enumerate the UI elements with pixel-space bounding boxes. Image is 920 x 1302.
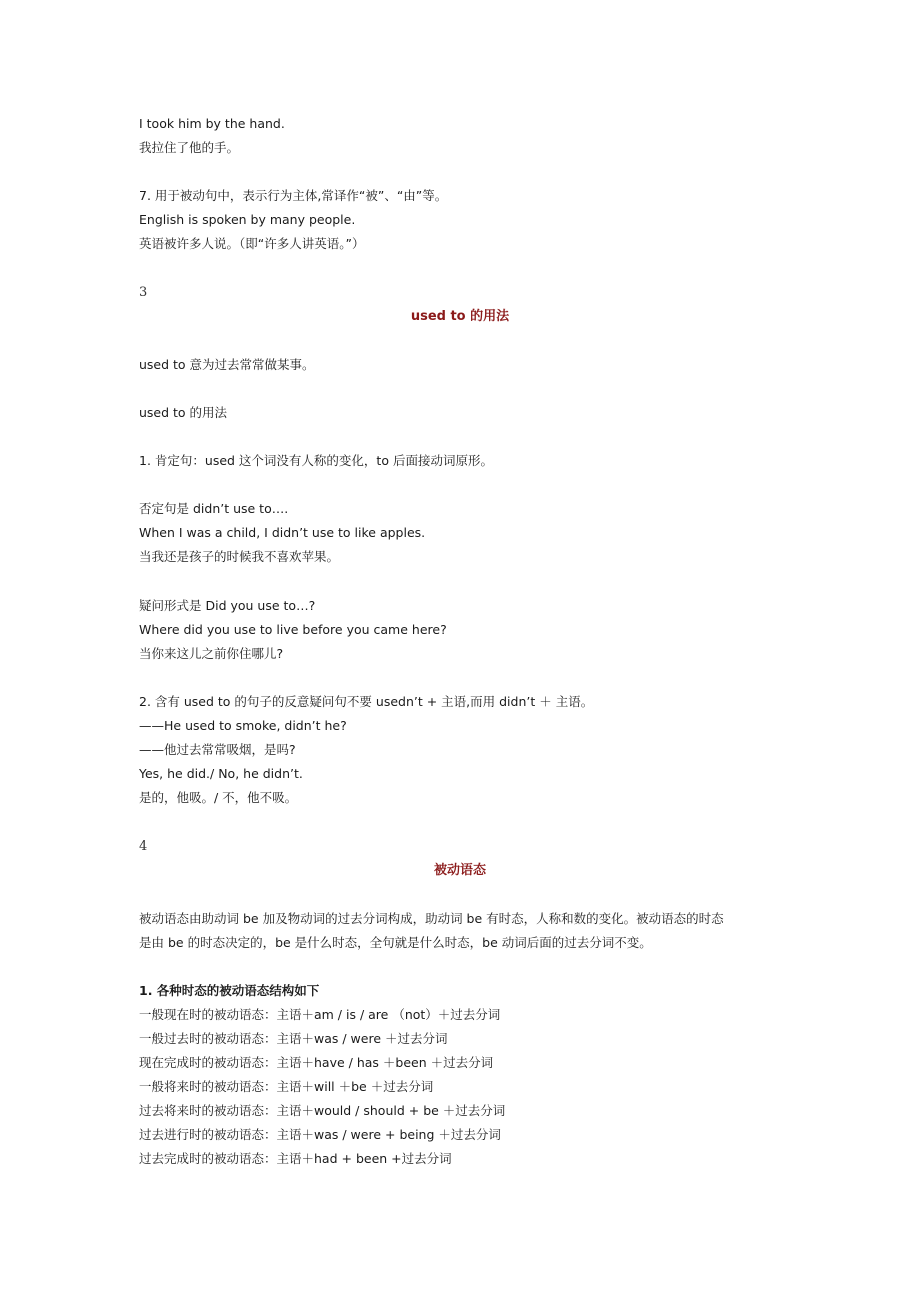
example-sentence-zh: 是的，他吸。/ 不，他不吸。 [139, 790, 298, 805]
example-sentence-en: I took him by the hand. [139, 116, 285, 131]
paragraph: 是由 be 的时态决定的，be 是什么时态，全句就是什么时态，be 动词后面的过去分词不变。 [139, 935, 652, 950]
paragraph: 否定句是 didn’t use to…. [139, 501, 289, 516]
rule-item-1: 1. 肯定句：used 这个词没有人称的变化，to 后面接动词原形。 [139, 453, 493, 468]
list-item: 过去完成时的被动语态：主语＋had + been +过去分词 [139, 1151, 452, 1166]
example-sentence-zh: ——他过去常常吸烟，是吗? [139, 742, 296, 757]
paragraph: used to 的用法 [139, 405, 228, 420]
list-item: 一般将来时的被动语态：主语＋will ＋be ＋过去分词 [139, 1079, 434, 1094]
list-item: 一般现在时的被动语态：主语＋am / is / are （not）＋过去分词 [139, 1007, 501, 1022]
example-sentence-en: ——He used to smoke, didn’t he? [139, 718, 347, 733]
list-item: 现在完成时的被动语态：主语＋have / has ＋been ＋过去分词 [139, 1055, 494, 1070]
example-sentence-zh: 当你来这儿之前你住哪儿? [139, 646, 284, 661]
example-sentence-zh: 我拉住了他的手。 [139, 140, 240, 155]
example-sentence-en: Where did you use to live before you came here? [139, 622, 447, 637]
subheading: 1. 各种时态的被动语态结构如下 [139, 983, 320, 998]
list-item: 过去进行时的被动语态：主语＋was / were + being ＋过去分词 [139, 1127, 501, 1142]
paragraph: 疑问形式是 Did you use to…? [139, 598, 316, 613]
section-heading: used to 的用法 [410, 309, 510, 324]
example-sentence-en: Yes, he did./ No, he didn’t. [139, 766, 303, 781]
example-sentence-en: When I was a child, I didn’t use to like apples. [139, 525, 426, 540]
list-item: 一般过去时的被动语态：主语＋was / were ＋过去分词 [139, 1031, 448, 1046]
paragraph: 被动语态由助动词 be 加及物动词的过去分词构成，助动词 be 有时态，人称和数的变化。被动语态的时态 [139, 911, 724, 926]
section-number: 4 [139, 839, 148, 854]
section-number: 3 [139, 285, 148, 300]
list-item: 过去将来时的被动语态：主语＋would / should + be ＋过去分词 [139, 1103, 506, 1118]
section-heading: 被动语态 [433, 863, 486, 878]
example-sentence-en: English is spoken by many people. [139, 212, 356, 227]
rule-item-2: 2. 含有 used to 的句子的反意疑问句不要 usedn’t + 主语,而用 didn’t ＋ 主语。 [139, 694, 594, 709]
example-sentence-zh: 当我还是孩子的时候我不喜欢苹果。 [139, 549, 340, 564]
rule-item-7: 7. 用于被动句中，表示行为主体,常译作“被”、“由”等。 [139, 188, 448, 203]
example-sentence-zh: 英语被许多人说。（即“许多人讲英语。”） [139, 236, 365, 251]
paragraph: used to 意为过去常常做某事。 [139, 357, 315, 372]
